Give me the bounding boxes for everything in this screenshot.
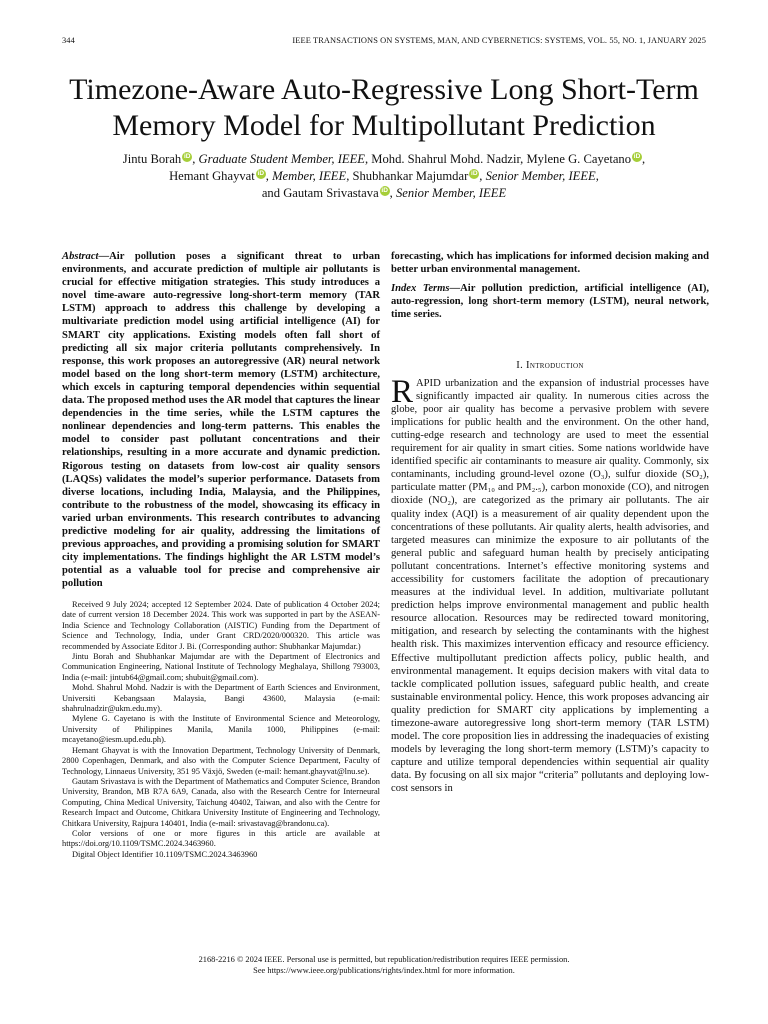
author-conjunction: and — [261, 186, 281, 200]
footnote: Gautam Srivastava is with the Department of Mathematics and Computer Science, Brandon University, Brandon, MB R7A 6A9, Canada, also with the Research Centre for Interneural Computing, China Medical University, Taichung 40402, Taiwan, and also with the Centre for Research Impact and Outcome, Chitkara University Institute of Engineering and Technology, Chitkara University, Rajpura 140401, India (e-mail: srivastavag@brandonu.ca). — [62, 776, 380, 828]
index-terms — [391, 282, 709, 321]
footnote: Mohd. Shahrul Mohd. Nadzir is with the Department of Earth Sciences and Environment, Universiti Kebangsaan Malaysia, Bangi 43600, Malaysia (e-mail: shahrulnadzir@ukm.edu.my). — [62, 683, 380, 714]
introduction-text — [391, 373, 709, 796]
index-terms-text: —Air pollution prediction, artificial intelligence (AI), auto-regression, long short-term memory (LSTM), neural network, time series. — [391, 283, 709, 321]
author-name: Hemant Ghayvat — [169, 169, 255, 183]
running-header — [62, 36, 706, 48]
orcid-icon[interactable]: iD — [471, 170, 478, 177]
index-terms-label: Index Terms — [391, 283, 450, 295]
orcid-icon[interactable]: iD — [257, 170, 265, 177]
footnote: Digital Object Identifier 10.1109/TSMC.2024.3463960 — [72, 849, 258, 859]
orcid-icon[interactable]: iD — [633, 153, 641, 160]
section-title: Introduction — [526, 360, 584, 372]
intro-body: urbanization and the expansion of industrial processes have significantly impacted air quality. In numerous cities across the globe, poor air quality has become a pervasive problem with severe implications for public health and the environment. On the other hand, cutting-edge research and technology are used to meet the essential requirement for air quality in smart cities. Some nations worldwide have identified specific air contaminants to measure air quality. Commonly, six contaminants, including ground-level ozone (O₃), sulfur dioxide (SO₂), particulate matter (PM₁₀ and PM₂.₅), carbon monoxide (CO), and nitrogen dioxide (NO₂), are categorized as the primary air pollutants. The air quality index (AQI) is a measurement of air quality dependent upon the concentrations of these pollutants. Air quality alerts, health advisories, and targeted measures can minimize the exposure to air pollutants of the general public and safeguard human health by precisely anticipating pollutant concentrations. Internet’s effective monitoring systems and accessibility for customers facilitate the adoption of precautionary measures at the individual level. In addition, multivariate pollutant prediction helps improve environmental management and public health resource allocation. Resources may be redirected toward monitoring, mitigation, and research by selecting the contaminants with the highest health risk. This maximizes intervention efficacy and resource efficiency. Effective multipollutant prediction affects policy, public health, and environmental management. It equips decision makers with vital data to tackle complicated pollution issues, safeguard public health, and create sustainable environmental policy. Hence, this work proposes advancing air quality prediction for SMART city applications by implementing a timezone-aware autoregressive long short-term memory (TAR LSTM) model. The core proposition lies in addressing the inadequacies of existing models by leveraging the long short-term memory (LSTM)’s capacity to capture and utilize temporal dependencies within sequential air quality data. By focusing on all six major “criteria” pollutants and deploying low-cost sensors in — [391, 377, 709, 795]
copyright-line: 2168-2216 © 2024 IEEE. Personal use is permitted, but republication/redistribution requires IEEE permission. — [198, 955, 570, 964]
abstract-text: —Air pollution poses a significant threat to urban environments, and accurate prediction of multiple air pollutants is crucial for effective mitigation strategies. This study introduces a novel time-aware auto-regressive long-short-term memory (TAR LSTM) approach to address this challenge by developing a multivariate prediction model using artificial intelligence (AI) for SMART city applications. Existing models often fall short of predicting all six major criteria pollutants comprehensively. In response, this work proposes an autoregressive (AR) neural network model based on the long short-term memory (LSTM) architecture, which excels in capturing temporal dependencies within sequential data. The proposed method uses the AR model that captures the linear dependencies in the time series, while the LSTM captures the nonlinear dependencies and long-term patterns. This enables the model to consider past pollutant concentrations and their relationships, resulting in a more accurate and dynamic prediction. Rigorous testing on datasets from low-cost air quality sensors (LAQSs) validates the model’s superior performance. Datasets from diverse locations, including India, Malaysia, and the Philippines, contribute to the robustness of the model, showcasing its efficacy in varied urban environments. This research contributes to advancing predictive modeling for air quality, addressing the limitations of previous approaches, and providing a promising solution for SMART city implementations. The findings highlight the AR LSTM model’s potential as a valuable tool for precise and comprehensive air pollution — [62, 251, 380, 590]
section-number: I. — [516, 360, 524, 372]
section-heading — [391, 359, 709, 372]
author-list: Jintu Borah iD , Graduate Student Member, IEEE, Mohd. Shahrul Mohd. Nadzir, Mylene G. Cayetano iD , Hemant Ghayvat iD , Member, IEEE, Shubhankar Majumdar iD , Senior Member, IEEE, and Gautam Srivastava iD , Senior Member, IEEE — [122, 152, 646, 200]
paper-title: Timezone-Aware Auto-Regressive Long Short-Term Memory Model for Multipollutant Prediction — [69, 73, 699, 142]
author-name: Shubhankar Majumdar — [352, 169, 469, 183]
footnote: Received 9 July 2024; accepted 12 September 2024. Date of publication 4 October 2024; date of current version 18 December 2024. This work was supported in part by the ASEAN-India Science and Technology Collaboration (AISTIC) Funding from the Department of Science and Technology, India, under Grant CRD/2020/000320. This article was recommended by Associate Editor J. Bi. (Corresponding author: Shubhankar Majumdar.) — [62, 600, 380, 651]
author-name: Mohd. Shahrul Mohd. Nadzir — [371, 152, 521, 166]
abstract — [62, 250, 380, 590]
orcid-icon[interactable]: iD — [183, 153, 191, 160]
footnotes — [62, 600, 380, 860]
author-role: Senior Member, IEEE — [395, 186, 507, 200]
abstract-continued: forecasting, which has implications for informed decision making and better urban environmental management. — [391, 251, 709, 276]
footnote: Mylene G. Cayetano is with the Institute of Environmental Science and Meteorology, University of Philippines Manila, Manila 1000, Philippines (e-mail: mcayetano@iesm.upd.edu.ph). — [62, 714, 380, 745]
left-column — [62, 250, 380, 590]
author-name: Gautam Srivastava — [283, 186, 379, 200]
journal-name: IEEE TRANSACTIONS ON SYSTEMS, MAN, AND CYBERNETICS: SYSTEMS, VOL. 55, NO. 1, JANUARY 2025 — [292, 36, 706, 45]
orcid-icon[interactable]: iD — [381, 187, 388, 194]
rights-link-line: See https://www.ieee.org/publications/rights/index.html for more information. — [253, 965, 515, 975]
intro-capword: APID — [416, 377, 441, 389]
author-role: Member, IEEE — [272, 169, 347, 183]
drop-cap: R — [391, 373, 414, 410]
footnote: Jintu Borah and Shubhankar Majumdar are with the Department of Electronics and Communication Engineering, National Institute of Technology Meghalaya, Shillong 793003, India (e-mail: jintub64@gmail.com; shubuit@gmail.com). — [62, 652, 380, 682]
author-name: Mylene G. Cayetano — [526, 152, 632, 166]
footnote: Color versions of one or more figures in this article are available at https://doi.org/10.1109/TSMC.2024.3463960. — [62, 828, 380, 849]
author-name: Jintu Borah — [122, 152, 182, 166]
abstract-label: Abstract — [62, 251, 99, 262]
author-role: Graduate Student Member, IEEE — [198, 152, 365, 166]
copyright-footer — [40, 955, 728, 976]
page-number: 344 — [62, 36, 75, 45]
right-column — [391, 250, 709, 796]
footnote: Hemant Ghayvat is with the Innovation Department, Technology University of Denmark, 2800 Copenhagen, Denmark, and also with the Computer Science Department, Faculty of Technology, Linnaeus University, 351 95 Växjö, Sweden (e-mail: hemant.ghayvat@lnu.se). — [62, 745, 380, 776]
author-role: Senior Member, IEEE — [485, 169, 596, 183]
